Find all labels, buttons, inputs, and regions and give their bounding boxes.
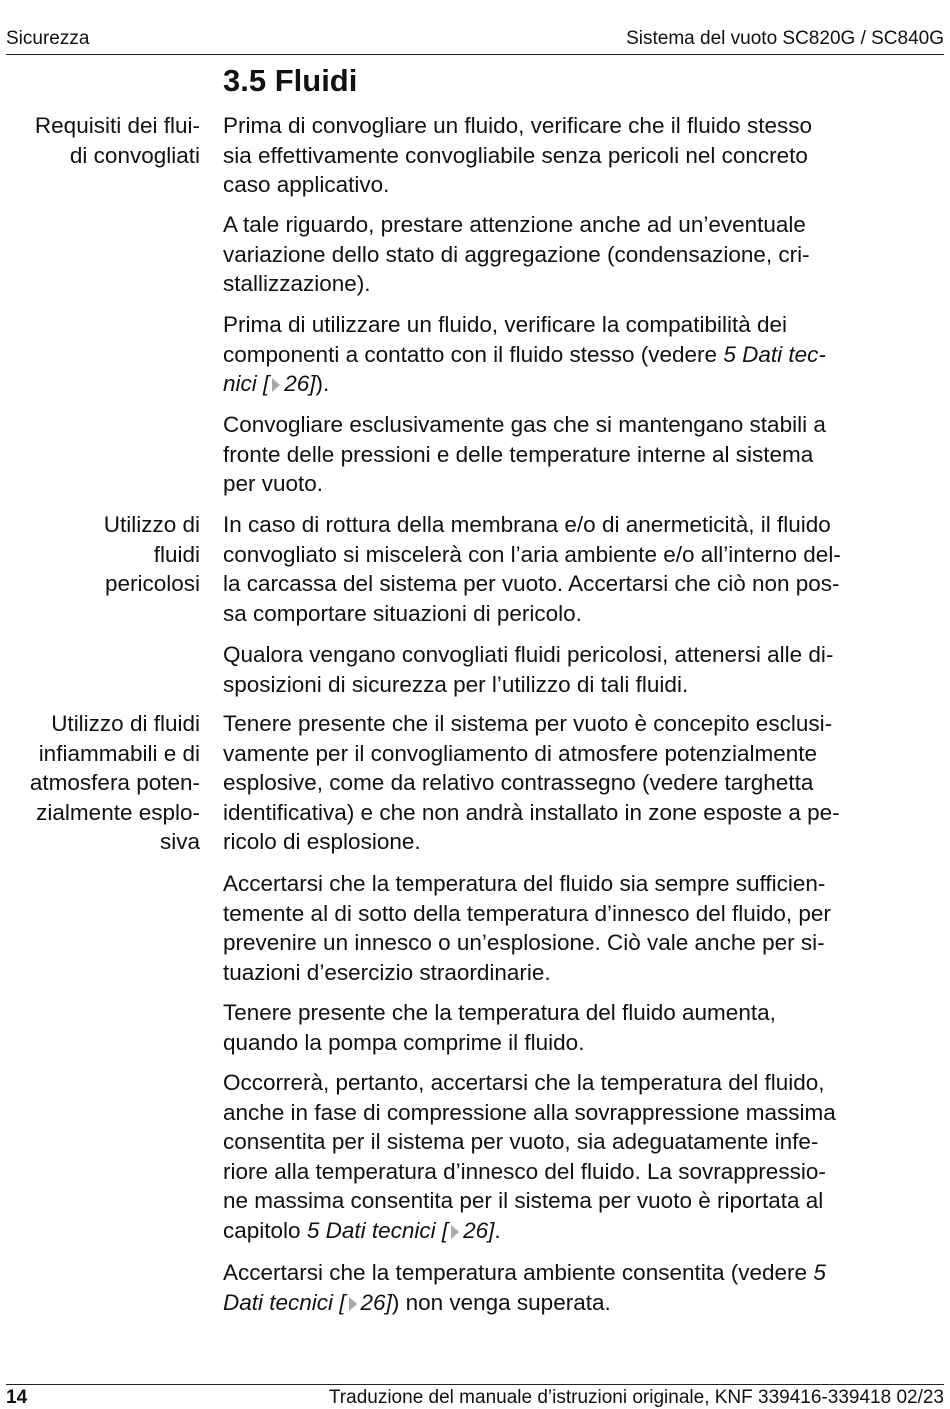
cross-reference-link[interactable]: nici [ [223,371,270,397]
text-line: A tale riguardo, prestare attenzione anche ad un’eventuale [223,212,806,237]
paragraph-9 [223,998,945,1057]
page-footer [6,1384,944,1408]
text-line: Prima di utilizzare un fluido, verificare la compatibilità dei [223,312,787,337]
side-label-flammable-fluids [4,709,200,857]
text-line: fronte delle pressioni e delle temperature interne al sistema [223,441,814,467]
text-line: variazione dello stato di aggregazione (condensazione, cri- [223,241,810,267]
text-line [223,1288,945,1318]
side-label-hazardous-fluids [4,510,200,599]
page-arrow-icon [349,1297,357,1311]
text-line [223,340,945,370]
side-label-line: infiammabili e di [38,740,200,766]
page-header [6,28,944,55]
cross-reference-link[interactable]: 5 Dati tec- [723,341,826,367]
side-label-line: zialmente esplo- [36,799,200,825]
text-fragment: Accertarsi che la temperatura ambiente consentita (vedere [223,1260,808,1285]
side-label-fluid-requirements [4,111,200,170]
text-line: riore alla temperatura d’innesco del fluido. La sovrappressio- [223,1158,826,1184]
page-arrow-icon [451,1225,459,1239]
text-line: per vuoto. [223,471,324,497]
text-line: Convogliare esclusivamente gas che si mantengano stabili a [223,412,826,437]
text-line: quando la pompa comprime il fluido. [223,1029,585,1055]
cross-reference-page[interactable]: 26] [463,1217,495,1243]
cross-reference-page[interactable]: 26] [284,371,316,397]
paragraph-10 [223,1068,945,1246]
page-arrow-icon [272,378,280,392]
text-fragment: capitolo [223,1217,301,1243]
paragraph-7 [223,709,945,857]
text-line: Tenere presente che la temperatura del fluido aumenta, [223,1000,776,1025]
page-number: 14 [6,1387,28,1408]
side-label-line: pericolosi [104,571,200,596]
text-line: caso applicativo. [223,172,390,198]
side-label-line: Utilizzo di fluidi [51,711,200,736]
text-line: prevenire un innesco o un’esplosione. Ciò vale anche per si- [223,930,825,956]
text-line: vamente per il convogliamento di atmosfere potenzialmente [223,740,818,766]
text-line: la carcassa del sistema per vuoto. Accertarsi che ciò non pos- [223,571,840,597]
cross-reference-link[interactable]: 5 [813,1260,826,1285]
section-title: 3.5 Fluidi [223,63,358,98]
text-fragment: componenti a contatto con il fluido stesso (vedere [223,341,718,367]
footer-document-reference: Traduzione del manuale d’istruzioni originale, KNF 339416-339418 02/23 [328,1387,944,1408]
text-line: consentita per il sistema per vuoto, sia adeguatamente infe- [223,1129,819,1155]
cross-reference-link[interactable]: 5 Dati tecnici [ [306,1217,449,1243]
text-fragment: ). [315,371,330,397]
paragraph-3 [223,310,945,399]
paragraph-2 [223,210,945,299]
text-line [223,1216,945,1246]
text-fragment: . [494,1217,501,1243]
paragraph-8 [223,869,945,987]
paragraph-5 [223,510,945,628]
header-section-name: Sicurezza [6,28,90,49]
text-line: temente al di sotto della temperatura d’innesco del fluido, per [223,900,831,926]
text-line: Prima di convogliare un fluido, verificare che il fluido stesso [223,113,813,138]
text-line: Occorrerà, pertanto, accertarsi che la temperatura del fluido, [223,1070,825,1095]
text-line: ricolo di esplosione. [223,829,421,855]
paragraph-11 [223,1258,945,1317]
text-line: esplosive, come da relativo contrassegno (vedere targhetta [223,770,814,796]
cross-reference-page[interactable]: 26] [360,1289,392,1315]
text-line: tuazioni d’esercizio straordinarie. [223,959,551,985]
paragraph-4 [223,410,945,499]
side-label-line: siva [159,829,200,854]
text-line: Tenere presente che il sistema per vuoto è concepito esclusi- [223,711,833,736]
side-label-line: di convogliati [69,142,200,168]
text-line: ne massima consentita per il sistema per vuoto è riportata al [223,1188,824,1214]
text-line: In caso di rottura della membrana e/o di anermeticità, il fluido [223,512,831,537]
text-line: sia effettivamente convogliabile senza pericoli nel concreto [223,142,808,168]
text-line: identificativa) e che non andrà installato in zone esposte a pe- [223,799,840,825]
text-line: convogliato si miscelerà con l’aria ambiente e/o all’interno del- [223,541,841,567]
text-line: stallizzazione). [223,271,371,297]
header-product-name: Sistema del vuoto SC820G / SC840G [626,28,944,49]
paragraph-6 [223,640,945,699]
side-label-line: Utilizzo di [103,512,200,537]
text-line: Qualora vengano convogliati fluidi pericolosi, attenersi alle di- [223,642,834,667]
text-line: anche in fase di compressione alla sovrappressione massima [223,1099,836,1125]
text-fragment: ) non venga superata. [391,1289,611,1315]
text-line: sposizioni di sicurezza per l’utilizzo di tali fluidi. [223,671,689,697]
paragraph-1 [223,111,945,200]
text-line: sa comportare situazioni di pericolo. [223,600,582,626]
side-label-line: atmosfera poten- [29,770,200,795]
text-line [223,369,945,399]
side-label-line: Requisiti dei flui- [34,113,200,138]
text-line: Accertarsi che la temperatura del fluido sia sempre sufficien- [223,871,826,896]
text-line [223,1258,945,1288]
side-label-line: fluidi [153,541,200,567]
cross-reference-link[interactable]: Dati tecnici [ [223,1289,346,1315]
